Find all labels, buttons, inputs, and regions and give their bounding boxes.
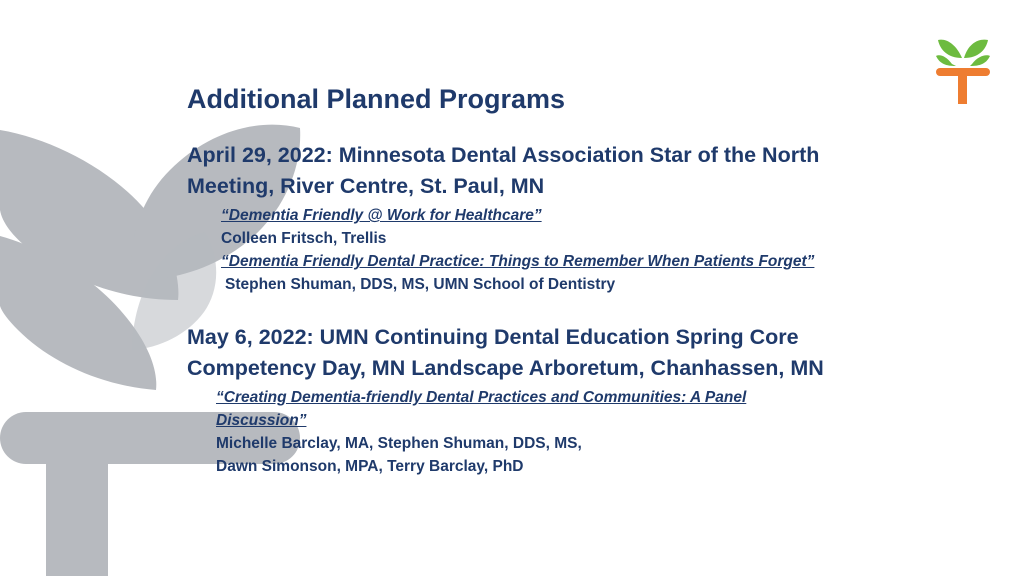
talk-title-link[interactable]: Discussion” — [216, 412, 307, 429]
talk-speaker: Colleen Fritsch, Trellis — [221, 230, 387, 247]
event-block — [187, 140, 977, 296]
event-heading — [187, 322, 977, 384]
talk-speaker: Stephen Shuman, DDS, MS, UMN School of Dentistry — [225, 276, 616, 293]
event-heading-line: Competency Day, MN Landscape Arboretum, Chanhassen, MN — [187, 356, 824, 380]
talk-title-link[interactable]: “Creating Dementia-friendly Dental Practices and Communities: A Panel — [216, 389, 747, 406]
event-heading — [187, 140, 977, 202]
event-talks — [221, 204, 977, 296]
talk-title-link[interactable]: “Dementia Friendly @ Work for Healthcare” — [221, 207, 542, 224]
event-talks — [216, 386, 977, 478]
talk-speaker: Dawn Simonson, MPA, Terry Barclay, PhD — [216, 458, 524, 475]
event-heading-line: Meeting, River Centre, St. Paul, MN — [187, 174, 545, 198]
event-heading-line: April 29, 2022: Minnesota Dental Association Star of the North — [187, 143, 820, 167]
event-block — [187, 322, 977, 478]
slide-title: Additional Planned Programs — [187, 84, 566, 114]
slide-content — [187, 82, 977, 478]
event-heading-line: May 6, 2022: UMN Continuing Dental Education Spring Core — [187, 325, 799, 349]
talk-title-link[interactable]: “Dementia Friendly Dental Practice: Things to Remember When Patients Forget” — [221, 253, 815, 270]
talk-speaker: Michelle Barclay, MA, Stephen Shuman, DDS, MS, — [216, 435, 582, 452]
